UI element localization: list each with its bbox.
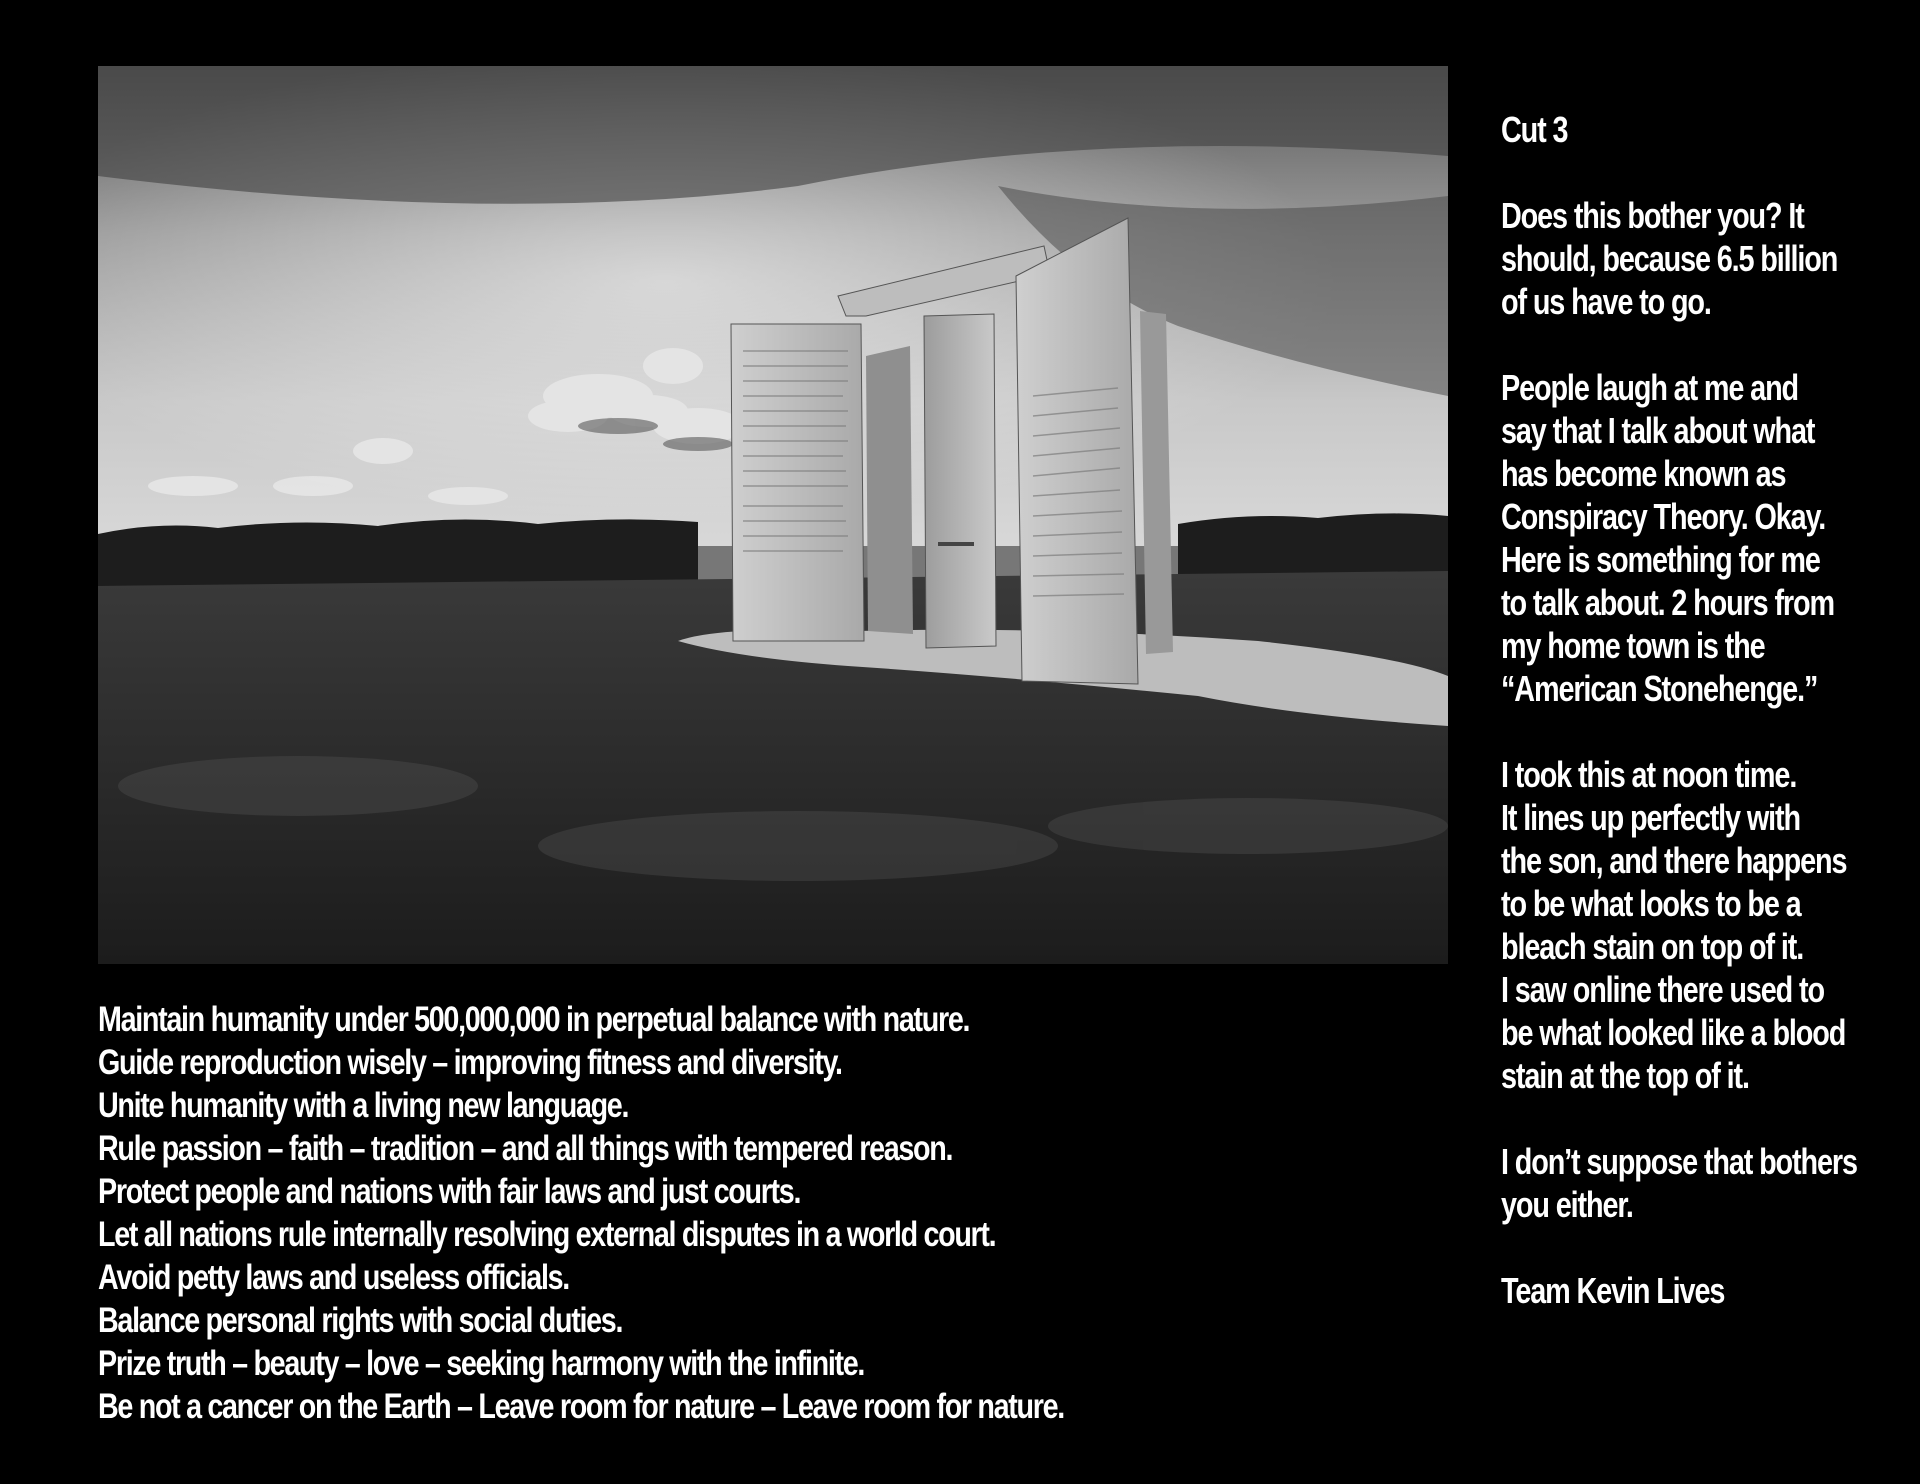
- commandment-line: Unite humanity with a living new language.: [98, 1086, 629, 1125]
- text-line: the son, and there happens: [1501, 840, 1847, 881]
- text-line: I don’t suppose that bothers: [1501, 1141, 1857, 1182]
- commandment-line: Prize truth – beauty – love – seeking harmony with the infinite.: [98, 1344, 865, 1383]
- guidestones-photo: [98, 66, 1448, 964]
- text-line: be what looked like a blood: [1501, 1012, 1846, 1053]
- text-line: Conspiracy Theory. Okay.: [1501, 496, 1826, 537]
- signoff: Team Kevin Lives: [1501, 1270, 1725, 1311]
- commandment-line: Rule passion – faith – tradition – and all things with tempered reason.: [98, 1129, 953, 1168]
- paragraph-2: [1501, 366, 1901, 710]
- text-line: should, because 6.5 billion: [1501, 238, 1838, 279]
- text-line: “American Stonehenge.”: [1501, 668, 1818, 709]
- commandment-line: Balance personal rights with social duties.: [98, 1301, 623, 1340]
- text-line: stain at the top of it.: [1501, 1055, 1749, 1096]
- section-title: Cut 3: [1501, 109, 1568, 150]
- paragraph-1: [1501, 194, 1901, 323]
- text-line: Does this bother you? It: [1501, 195, 1804, 236]
- paragraph-4: [1501, 1140, 1901, 1226]
- commandment-line: Guide reproduction wisely – improving fitness and diversity.: [98, 1043, 842, 1082]
- commandment-line: Let all nations rule internally resolving external disputes in a world court.: [98, 1215, 996, 1254]
- text-line: of us have to go.: [1501, 281, 1711, 322]
- commandment-line: Avoid petty laws and useless officials.: [98, 1258, 569, 1297]
- commandment-line: Maintain humanity under 500,000,000 in perpetual balance with nature.: [98, 1000, 970, 1039]
- commandment-line: Protect people and nations with fair laws and just courts.: [98, 1172, 801, 1211]
- text-line: has become known as: [1501, 453, 1786, 494]
- text-line: I saw online there used to: [1501, 969, 1824, 1010]
- text-line: you either.: [1501, 1184, 1633, 1225]
- paragraph-3: [1501, 753, 1901, 1097]
- text-line: I took this at noon time.: [1501, 754, 1797, 795]
- text-line: to talk about. 2 hours from: [1501, 582, 1834, 623]
- text-line: my home town is the: [1501, 625, 1765, 666]
- text-line: say that I talk about what: [1501, 410, 1815, 451]
- text-line: It lines up perfectly with: [1501, 797, 1800, 838]
- text-line: to be what looks to be a: [1501, 883, 1801, 924]
- commandment-line: Be not a cancer on the Earth – Leave room for nature – Leave room for nature.: [98, 1387, 1064, 1426]
- guidestones-commandments: [98, 998, 1418, 1428]
- side-commentary: [1501, 108, 1901, 1312]
- text-line: bleach stain on top of it.: [1501, 926, 1804, 967]
- text-line: Here is something for me: [1501, 539, 1820, 580]
- text-line: People laugh at me and: [1501, 367, 1799, 408]
